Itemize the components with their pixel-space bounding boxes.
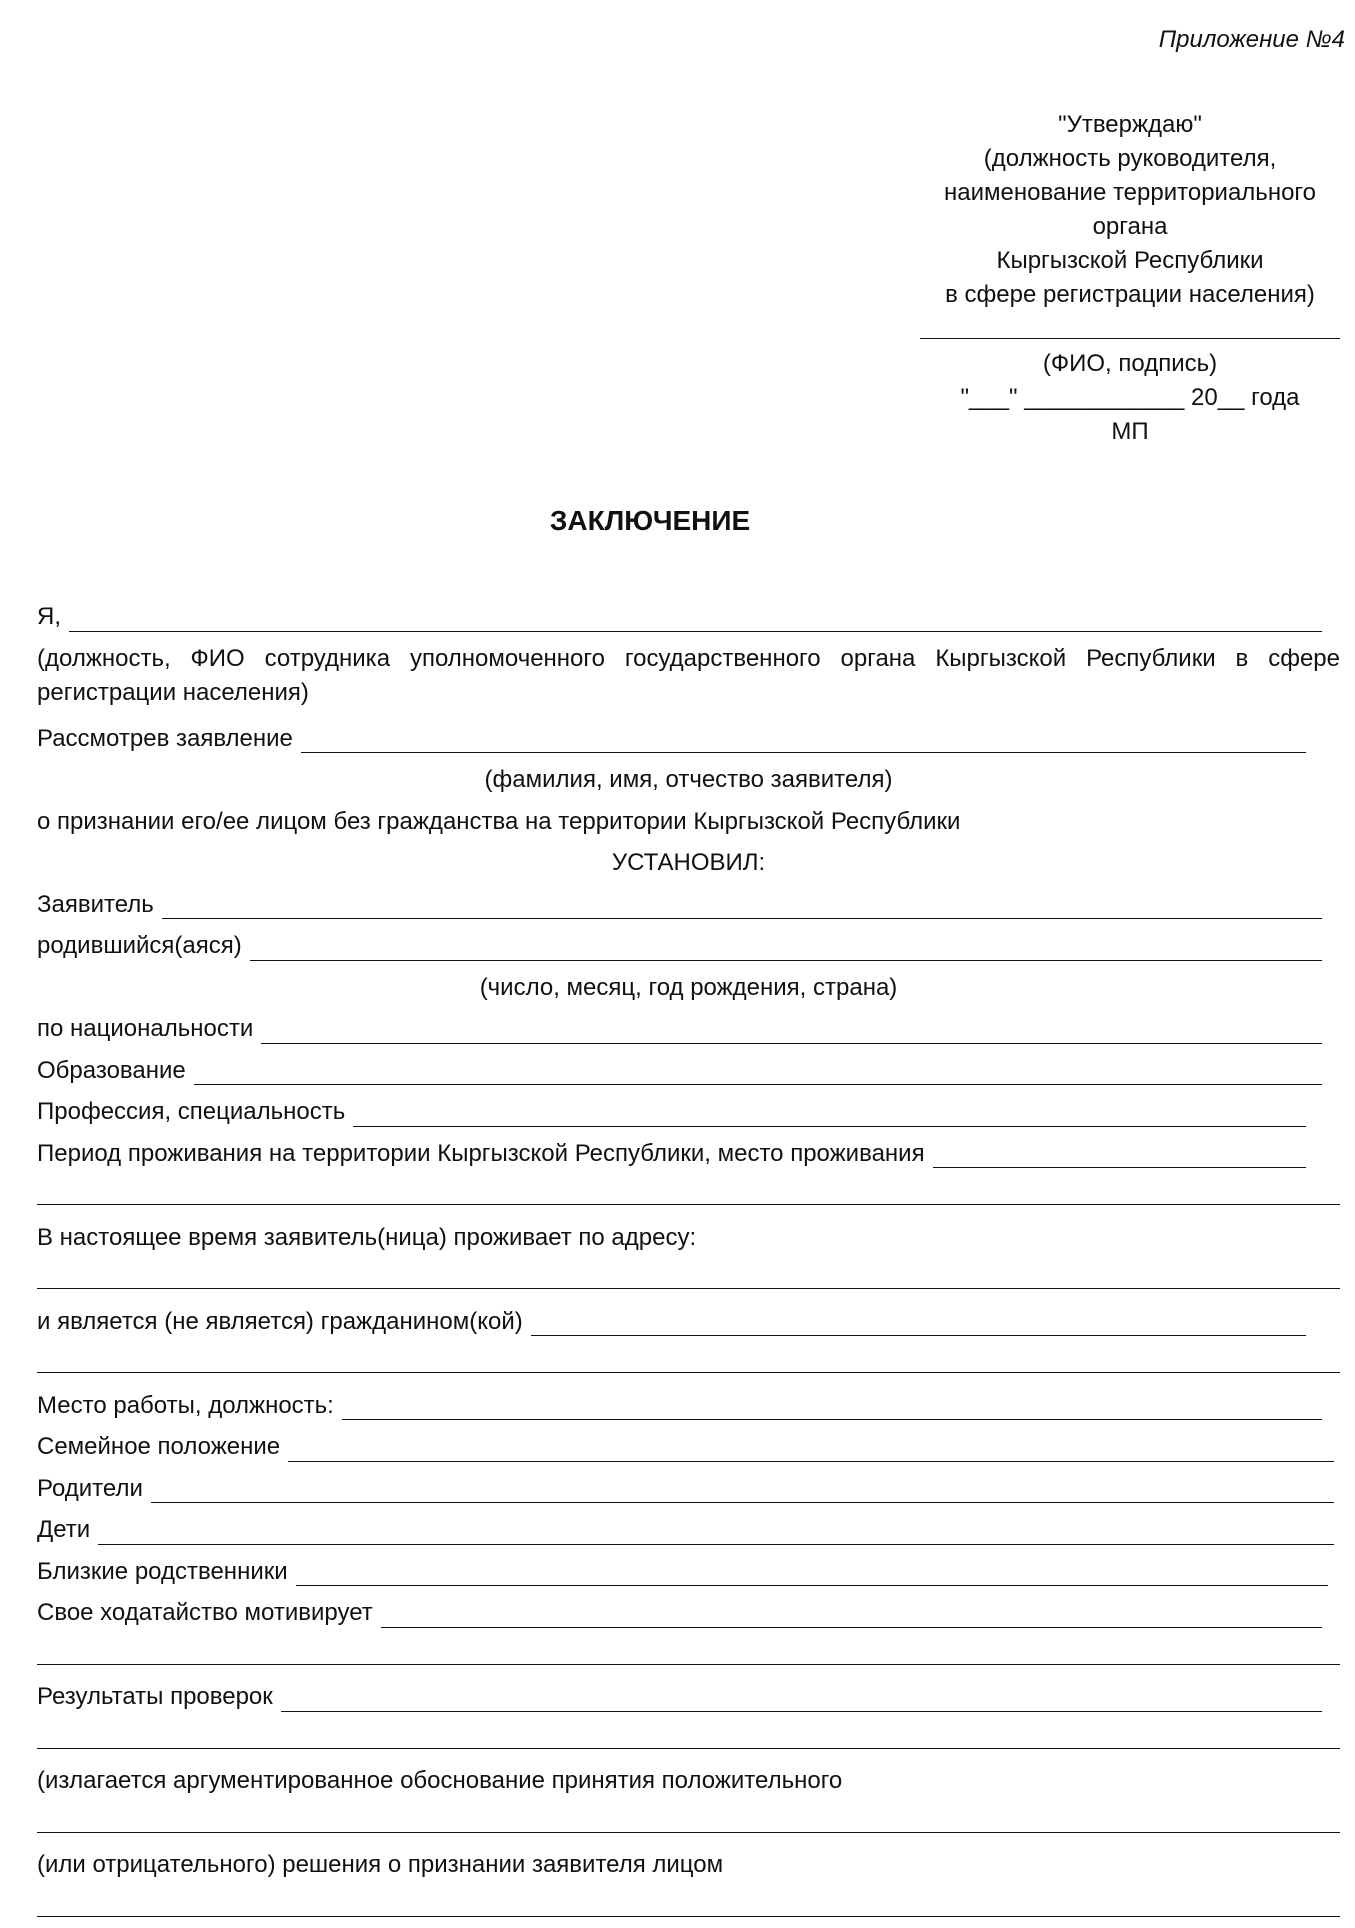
- approval-date-line: "___" ____________ 20__ года: [960, 384, 1300, 411]
- citizenship-row: [37, 1301, 1340, 1343]
- family-status-field[interactable]: [288, 1439, 1334, 1462]
- family-status-row: [37, 1426, 1340, 1468]
- family-status-label: Семейное положение: [37, 1433, 281, 1460]
- education-row: [37, 1050, 1340, 1092]
- profession-label: Профессия, специальность: [37, 1098, 346, 1125]
- officer-label: Я,: [37, 603, 61, 630]
- approval-line: (должность руководителя,: [983, 145, 1277, 172]
- profession-field[interactable]: [353, 1104, 1306, 1127]
- approval-line: органа: [1092, 213, 1168, 240]
- residence-period-continuation[interactable]: [37, 1174, 1340, 1205]
- children-row: [37, 1509, 1340, 1551]
- nationality-label: по национальности: [37, 1015, 254, 1042]
- subject-row: [37, 801, 1340, 843]
- applicant-label: Заявитель: [37, 890, 154, 918]
- born-field[interactable]: [250, 938, 1322, 961]
- justification-field-2[interactable]: [37, 1886, 1340, 1917]
- justification-hint-text: (излагается аргументированное обоснование принятия положительного: [37, 1767, 843, 1794]
- children-label: Дети: [37, 1516, 91, 1543]
- approval-line: наименование территориального: [944, 179, 1316, 206]
- born-row: [37, 925, 1340, 967]
- subject-text: о признании его/ее лицом без гражданства на территории Кыргызской Республики: [37, 807, 961, 835]
- nationality-field[interactable]: [261, 1021, 1322, 1044]
- motivation-field[interactable]: [381, 1605, 1322, 1628]
- approval-line: "Утверждаю": [1058, 111, 1202, 138]
- justification-hint-text: (или отрицательного) решения о признании заявителя лицом: [37, 1851, 724, 1878]
- residence-period-label: Период проживания на территории Кыргызской Республики, место проживания: [37, 1139, 925, 1167]
- checks-continuation[interactable]: [37, 1718, 1340, 1749]
- officer-row: [37, 596, 1340, 638]
- relatives-label: Близкие родственники: [37, 1557, 288, 1585]
- current-address-field[interactable]: [37, 1258, 1340, 1289]
- citizenship-continuation[interactable]: [37, 1342, 1340, 1373]
- officer-field[interactable]: [69, 609, 1322, 632]
- workplace-field[interactable]: [342, 1397, 1322, 1420]
- reviewed-label: Рассмотрев заявление: [37, 724, 293, 752]
- justification-hint-row-1: [37, 1760, 1340, 1802]
- justification-field-1[interactable]: [37, 1802, 1340, 1833]
- approval-line: в сфере регистрации населения): [945, 281, 1315, 308]
- relatives-row: [37, 1551, 1340, 1593]
- checks-row: [37, 1676, 1340, 1718]
- motivation-label: Свое ходатайство мотивирует: [37, 1599, 373, 1626]
- document-title: ЗАКЛЮЧЕНИЕ: [549, 505, 751, 536]
- born-hint: (число, месяц, год рождения, страна): [479, 973, 898, 1001]
- children-field[interactable]: [98, 1522, 1334, 1545]
- profession-row: [37, 1091, 1340, 1133]
- current-address-row: [37, 1217, 1340, 1259]
- established-heading: УСТАНОВИЛ:: [611, 849, 766, 876]
- approval-line: Кыргызской Республики: [996, 247, 1264, 274]
- education-label: Образование: [37, 1056, 186, 1084]
- signature-blank-line[interactable]: [920, 314, 1340, 339]
- motivation-row: [37, 1592, 1340, 1634]
- motivation-continuation[interactable]: [37, 1634, 1340, 1665]
- officer-hint: [37, 642, 1340, 710]
- residence-period-field[interactable]: [933, 1145, 1306, 1168]
- approval-block: [920, 108, 1340, 449]
- workplace-row: [37, 1385, 1340, 1427]
- checks-field[interactable]: [281, 1689, 1322, 1712]
- parents-field[interactable]: [151, 1480, 1334, 1503]
- justification-hint-row-2: [37, 1844, 1340, 1886]
- citizenship-field[interactable]: [531, 1313, 1306, 1336]
- relatives-field[interactable]: [296, 1563, 1328, 1586]
- applicant-field[interactable]: [162, 896, 1322, 919]
- reviewed-row: [37, 718, 1340, 760]
- residence-period-row: [37, 1133, 1340, 1175]
- reviewed-hint: (фамилия, имя, отчество заявителя): [484, 766, 893, 793]
- applicant-row: [37, 884, 1340, 926]
- nationality-row: [37, 1008, 1340, 1050]
- education-field[interactable]: [194, 1062, 1322, 1085]
- checks-label: Результаты проверок: [37, 1683, 273, 1710]
- citizenship-label: и является (не является) гражданином(кой): [37, 1307, 523, 1335]
- stamp-label: МП: [1111, 418, 1149, 445]
- document-body: [37, 596, 1340, 1928]
- applicant-name-field[interactable]: [301, 730, 1306, 753]
- officer-hint-line: (должность, ФИО сотрудника уполномоченного государственного органа Кыргызской Республики в сфере: [37, 644, 1340, 672]
- parents-row: [37, 1468, 1340, 1510]
- appendix-label: Приложение №4: [1158, 26, 1345, 53]
- signature-caption: (ФИО, подпись): [1042, 350, 1218, 377]
- born-label: родившийся(аяся): [37, 932, 242, 959]
- current-address-label: В настоящее время заявитель(ница) проживает по адресу:: [37, 1223, 697, 1251]
- workplace-label: Место работы, должность:: [37, 1391, 334, 1419]
- officer-hint-line: регистрации населения): [37, 678, 309, 706]
- parents-label: Родители: [37, 1474, 143, 1502]
